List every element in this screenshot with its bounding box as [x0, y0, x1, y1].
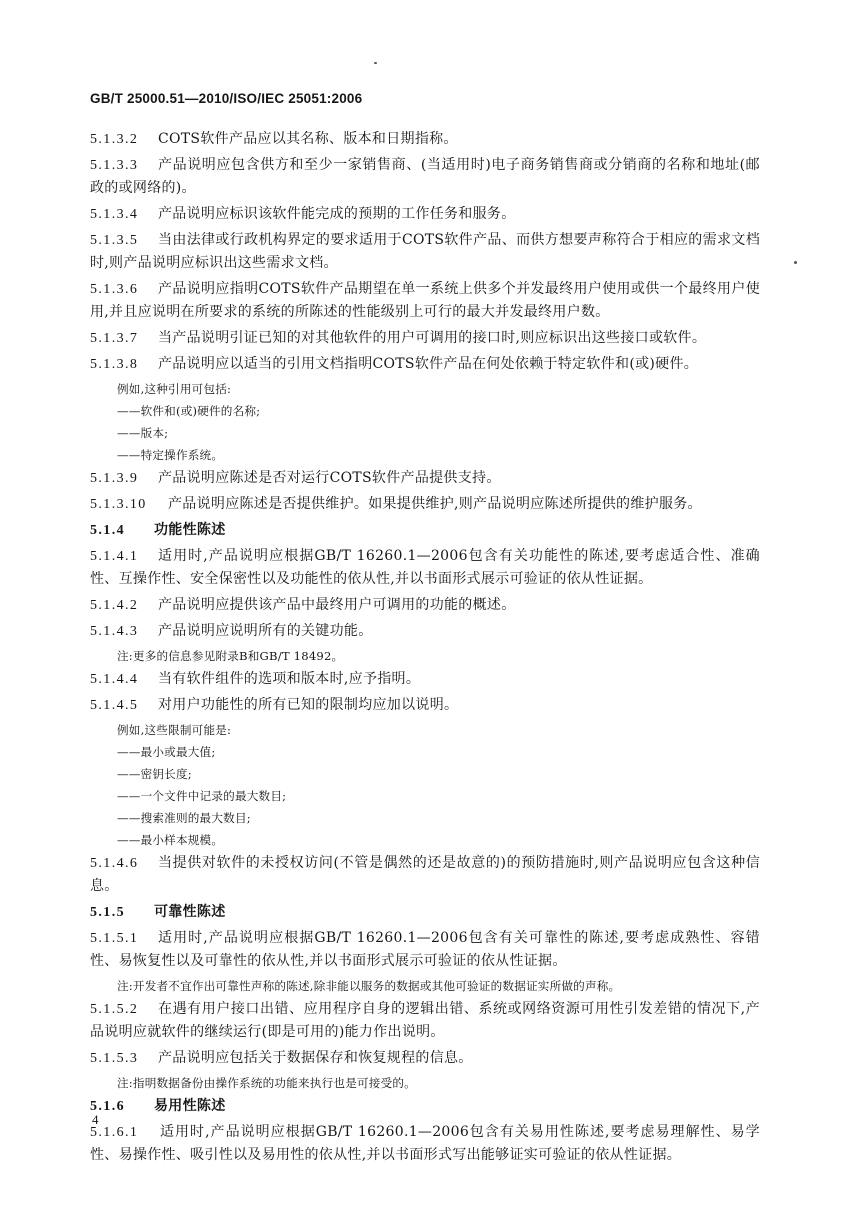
- note-line: [90, 379, 760, 400]
- clause: [90, 852, 760, 898]
- clause-number: 5.1.3.9: [90, 471, 139, 486]
- clause-number: 5.1.3.10: [90, 497, 147, 512]
- clause-number: 5.1.3.3: [90, 158, 139, 173]
- page-number: 4: [92, 1112, 99, 1127]
- note-text: 注:开发者不宜作出可靠性声称的陈述,除非能以服务的数据或其他可验证的数据证实所做的声称。: [117, 979, 621, 993]
- note-line: [90, 786, 760, 807]
- clause-text: 功能性陈述: [154, 522, 226, 538]
- clause-number: 5.1.3.2: [90, 132, 139, 147]
- note-line: [90, 976, 760, 997]
- clause-text: 产品说明应包括关于数据保存和恢复规程的信息。: [158, 1050, 473, 1066]
- note-text: ——版本;: [117, 426, 169, 440]
- clause: [90, 1047, 760, 1070]
- standard-header: GB/T 25000.51—2010/ISO/IEC 25051:2006: [90, 91, 363, 106]
- clause-text: 当有软件组件的选项和版本时,应予指明。: [158, 671, 421, 687]
- clause-text: 当提供对软件的未授权访问(不管是偶然的还是故意的)的预防措施时,则产品说明应包含这种信息。: [90, 855, 760, 894]
- clause: [90, 327, 760, 350]
- scan-speck: [794, 261, 797, 264]
- clause-text: 适用时,产品说明应根据GB/T 16260.1—2006包含有关功能性的陈述,要考虑适合性、准确性、互操作性、安全保密性以及功能性的依从性,并以书面形式展示可验证的依从性证据。: [90, 548, 760, 587]
- clause-text: 产品说明应指明COTS软件产品期望在单一系统上供多个并发最终用户使用或供一个最终用户使用,并且应说明在所要求的系统的所陈述的性能级别上可行的最大并发最终用户数。: [90, 281, 760, 320]
- clause-number: 5.1.4.2: [90, 598, 139, 613]
- clause-number: 5.1.4.1: [90, 549, 139, 564]
- clause-text: COTS软件产品应以其名称、版本和日期指称。: [158, 131, 458, 147]
- clause-text: 产品说明应以适当的引用文档指明COTS软件产品在何处依赖于特定软件和(或)硬件。: [158, 356, 699, 372]
- clause-text: 适用时,产品说明应根据GB/T 16260.1—2006包含有关可靠性的陈述,要考虑成熟性、容错性、易恢复性以及可靠性的依从性,并以书面形式展示可验证的依从性证据。: [90, 930, 760, 969]
- clause-number: 5.1.4.3: [90, 624, 139, 639]
- clause: [90, 278, 760, 324]
- note-line: [90, 720, 760, 741]
- clause: [90, 128, 760, 151]
- clause-number: 5.1.6: [90, 1099, 125, 1114]
- clause-number: 5.1.3.7: [90, 331, 139, 346]
- note-text: ——搜索准则的最大数目;: [117, 811, 251, 825]
- clause: [90, 594, 760, 617]
- clause-text: 适用时,产品说明应根据GB/T 16260.1—2006包含有关易用性陈述,要考虑易理解性、易学性、易操作性、吸引性以及易用性的依从性,并以书面形式写出能够证实可验证的依从性证据。: [90, 1124, 760, 1163]
- clause-text: 当由法律或行政机构界定的要求适用于COTS软件产品、而供方想要声称符合于相应的需求文档时,则产品说明应标识出这些需求文档。: [90, 232, 760, 271]
- clause: [90, 154, 760, 200]
- clause: [90, 927, 760, 973]
- clause: [90, 467, 760, 490]
- clause-text: 产品说明应包含供方和至少一家销售商、(当适用时)电子商务销售商或分销商的名称和地址(邮政的或网络的)。: [90, 157, 760, 196]
- clause: [90, 620, 760, 643]
- note-line: [90, 445, 760, 466]
- clause-number: 5.1.5.3: [90, 1051, 139, 1066]
- clause-text: 易用性陈述: [154, 1098, 226, 1114]
- note-text: 例如,这种引用可包括:: [117, 382, 232, 396]
- clause-text: 产品说明应陈述是否对运行COTS软件产品提供支持。: [158, 470, 501, 486]
- note-text: 注:更多的信息参见附录B和GB/T 18492。: [117, 649, 344, 663]
- clause-text: 可靠性陈述: [154, 904, 226, 920]
- clause-text: 当产品说明引证已知的对其他软件的用户可调用的接口时,则应标识出这些接口或软件。: [158, 330, 707, 346]
- note-text: 注:指明数据备份由操作系统的功能来执行也是可接受的。: [117, 1076, 416, 1090]
- clause-text: 产品说明应标识该软件能完成的预期的工作任务和服务。: [158, 206, 516, 222]
- clause: [90, 493, 760, 516]
- clause-number: 5.1.3.8: [90, 357, 139, 372]
- clause-number: 5.1.6.1: [90, 1125, 139, 1140]
- note-line: [90, 830, 760, 851]
- note-text: 例如,这些限制可能是:: [117, 723, 232, 737]
- clause-number: 5.1.5.1: [90, 931, 139, 946]
- clause-text: 产品说明应陈述是否提供维护。如果提供维护,则产品说明应陈述所提供的维护服务。: [168, 496, 702, 512]
- note-line: [90, 1073, 760, 1094]
- clause-number: 5.1.3.6: [90, 282, 139, 297]
- note-text: ——密钥长度;: [117, 767, 192, 781]
- clause-number: 5.1.4.6: [90, 856, 139, 871]
- note-text: ——最小样本规模。: [117, 833, 224, 847]
- note-text: ——最小或最大值;: [117, 745, 216, 759]
- note-text: ——特定操作系统。: [117, 448, 224, 462]
- clause-text: 在遇有用户接口出错、应用程序自身的逻辑出错、系统或网络资源可用性引发差错的情况下,产品说明应就软件的继续运行(即是可用的)能力作出说明。: [90, 1001, 760, 1040]
- document-body: [90, 128, 760, 1170]
- note-line: [90, 646, 760, 667]
- clause-number: 5.1.5.2: [90, 1002, 139, 1017]
- section-heading: [90, 1095, 760, 1118]
- clause: [90, 545, 760, 591]
- note-line: [90, 808, 760, 829]
- note-line: [90, 764, 760, 785]
- clause-number: 5.1.5: [90, 905, 125, 920]
- note-line: [90, 401, 760, 422]
- note-text: ——软件和(或)硬件的名称;: [117, 404, 261, 418]
- clause: [90, 229, 760, 275]
- note-text: ——一个文件中记录的最大数目;: [117, 789, 287, 803]
- clause: [90, 203, 760, 226]
- clause: [90, 668, 760, 691]
- clause-text: 产品说明应提供该产品中最终用户可调用的功能的概述。: [158, 597, 516, 613]
- clause-number: 5.1.3.4: [90, 207, 139, 222]
- clause-number: 5.1.3.5: [90, 233, 139, 248]
- clause: [90, 1121, 760, 1167]
- clause: [90, 353, 760, 376]
- clause-number: 5.1.4.4: [90, 672, 139, 687]
- clause-text: 产品说明应说明所有的关键功能。: [158, 623, 373, 639]
- scan-speck: [374, 62, 377, 64]
- clause-number: 5.1.4.5: [90, 698, 139, 713]
- clause-text: 对用户功能性的所有已知的限制均应加以说明。: [158, 697, 459, 713]
- clause: [90, 694, 760, 717]
- clause-number: 5.1.4: [90, 523, 125, 538]
- section-heading: [90, 901, 760, 924]
- note-line: [90, 423, 760, 444]
- clause: [90, 998, 760, 1044]
- note-line: [90, 742, 760, 763]
- section-heading: [90, 519, 760, 542]
